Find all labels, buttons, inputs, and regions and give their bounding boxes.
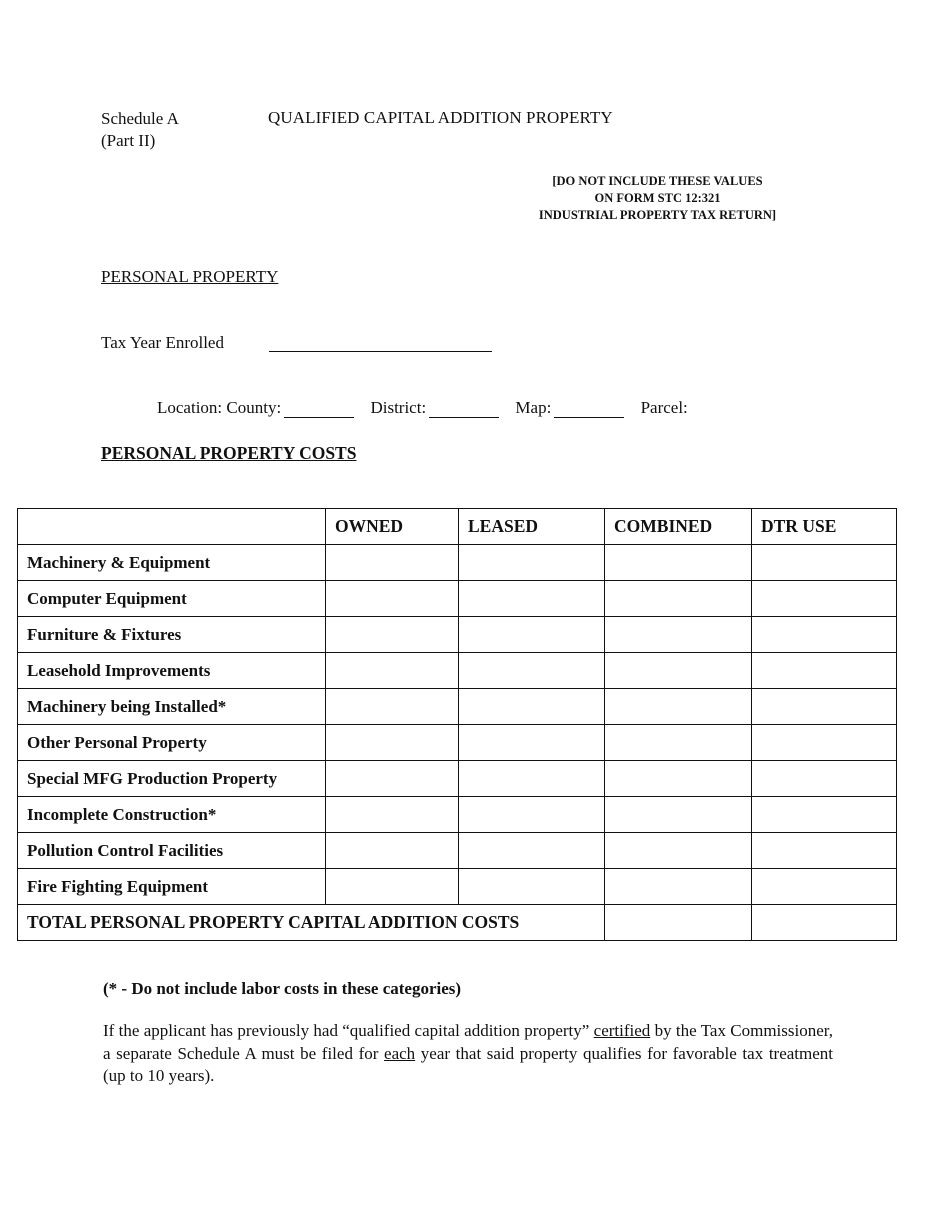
- total-dtr-use-cell[interactable]: [752, 905, 897, 941]
- schedule-line-2: (Part II): [101, 131, 156, 150]
- row-label: Pollution Control Facilities: [18, 833, 326, 869]
- combined-cell[interactable]: [605, 653, 752, 689]
- row-label: Special MFG Production Property: [18, 761, 326, 797]
- column-header-blank: [18, 509, 326, 545]
- owned-cell[interactable]: [326, 725, 459, 761]
- column-header-owned: OWNED: [326, 509, 459, 545]
- combined-cell[interactable]: [605, 797, 752, 833]
- costs-heading: PERSONAL PROPERTY COSTS: [101, 443, 357, 463]
- column-header-combined: COMBINED: [605, 509, 752, 545]
- dtr-use-cell[interactable]: [752, 761, 897, 797]
- table-body: [18, 545, 897, 905]
- owned-cell[interactable]: [326, 833, 459, 869]
- table-header-row: [18, 509, 897, 545]
- notice-line-2: ON FORM STC 12:321: [594, 191, 721, 205]
- notice-block: [505, 173, 810, 224]
- table-row: [18, 545, 897, 581]
- owned-cell[interactable]: [326, 761, 459, 797]
- dtr-use-cell[interactable]: [752, 725, 897, 761]
- location-row: [157, 398, 688, 418]
- dtr-use-cell[interactable]: [752, 653, 897, 689]
- combined-cell[interactable]: [605, 617, 752, 653]
- column-header-dtr-use: DTR USE: [752, 509, 897, 545]
- row-label: Machinery & Equipment: [18, 545, 326, 581]
- leased-cell[interactable]: [459, 689, 605, 725]
- costs-table: [17, 508, 897, 941]
- instructions-paragraph: [103, 1020, 833, 1088]
- table-row: [18, 833, 897, 869]
- table-row: [18, 797, 897, 833]
- row-label: Leasehold Improvements: [18, 653, 326, 689]
- district-field[interactable]: [429, 399, 499, 418]
- owned-cell[interactable]: [326, 617, 459, 653]
- map-field[interactable]: [554, 399, 624, 418]
- leased-cell[interactable]: [459, 617, 605, 653]
- row-label: Machinery being Installed*: [18, 689, 326, 725]
- each-emphasis: each: [384, 1043, 416, 1063]
- county-label: County:: [226, 398, 282, 417]
- map-label: Map:: [515, 398, 552, 417]
- combined-cell[interactable]: [605, 761, 752, 797]
- row-label: Incomplete Construction*: [18, 797, 326, 833]
- row-label: Furniture & Fixtures: [18, 617, 326, 653]
- leased-cell[interactable]: [459, 581, 605, 617]
- leased-cell[interactable]: [459, 869, 605, 905]
- table-row: [18, 761, 897, 797]
- owned-cell[interactable]: [326, 797, 459, 833]
- paragraph-text-3: year that said property qualifies for favorable tax treatment (up to 10 years).: [103, 1043, 834, 1085]
- dtr-use-cell[interactable]: [752, 869, 897, 905]
- table-row: [18, 653, 897, 689]
- owned-cell[interactable]: [326, 653, 459, 689]
- dtr-use-cell[interactable]: [752, 797, 897, 833]
- owned-cell[interactable]: [326, 869, 459, 905]
- footnote: (* - Do not include labor costs in these categories): [103, 979, 462, 998]
- dtr-use-cell[interactable]: [752, 689, 897, 725]
- combined-cell[interactable]: [605, 833, 752, 869]
- combined-cell[interactable]: [605, 689, 752, 725]
- dtr-use-cell[interactable]: [752, 545, 897, 581]
- leased-cell[interactable]: [459, 725, 605, 761]
- leased-cell[interactable]: [459, 833, 605, 869]
- column-header-leased: LEASED: [459, 509, 605, 545]
- row-label: Computer Equipment: [18, 581, 326, 617]
- total-label: TOTAL PERSONAL PROPERTY CAPITAL ADDITION COSTS: [18, 905, 605, 941]
- tax-year-label: Tax Year Enrolled: [101, 333, 224, 352]
- table-row: [18, 725, 897, 761]
- paragraph-text-1: If the applicant has previously had “qualified capital addition property”: [103, 1021, 594, 1040]
- district-label: District:: [370, 398, 427, 417]
- dtr-use-cell[interactable]: [752, 581, 897, 617]
- total-combined-cell[interactable]: [605, 905, 752, 941]
- county-field[interactable]: [284, 399, 354, 418]
- leased-cell[interactable]: [459, 545, 605, 581]
- table-row: [18, 869, 897, 905]
- certified-emphasis: certified: [593, 1021, 651, 1040]
- table-row: [18, 689, 897, 725]
- combined-cell[interactable]: [605, 545, 752, 581]
- leased-cell[interactable]: [459, 761, 605, 797]
- tax-year-field[interactable]: [269, 333, 492, 352]
- page-title: QUALIFIED CAPITAL ADDITION PROPERTY: [268, 108, 613, 127]
- parcel-label: Parcel:: [640, 398, 688, 417]
- schedule-line-1: Schedule A: [101, 109, 179, 128]
- dtr-use-cell[interactable]: [752, 617, 897, 653]
- notice-line-1: [DO NOT INCLUDE THESE VALUES: [552, 174, 763, 188]
- combined-cell[interactable]: [605, 581, 752, 617]
- row-label: Fire Fighting Equipment: [18, 869, 326, 905]
- location-label: Location:: [157, 398, 223, 417]
- leased-cell[interactable]: [459, 653, 605, 689]
- total-row: [18, 905, 897, 941]
- leased-cell[interactable]: [459, 797, 605, 833]
- combined-cell[interactable]: [605, 869, 752, 905]
- owned-cell[interactable]: [326, 581, 459, 617]
- row-label: Other Personal Property: [18, 725, 326, 761]
- table-row: [18, 581, 897, 617]
- paragraph-text-2: by the Tax Commissioner, a separate Schedule A must be filed for: [103, 1021, 833, 1063]
- owned-cell[interactable]: [326, 545, 459, 581]
- notice-line-3: INDUSTRIAL PROPERTY TAX RETURN]: [538, 208, 777, 222]
- combined-cell[interactable]: [605, 725, 752, 761]
- owned-cell[interactable]: [326, 689, 459, 725]
- dtr-use-cell[interactable]: [752, 833, 897, 869]
- schedule-label: [101, 108, 179, 152]
- section-title: PERSONAL PROPERTY: [101, 267, 279, 286]
- table-row: [18, 617, 897, 653]
